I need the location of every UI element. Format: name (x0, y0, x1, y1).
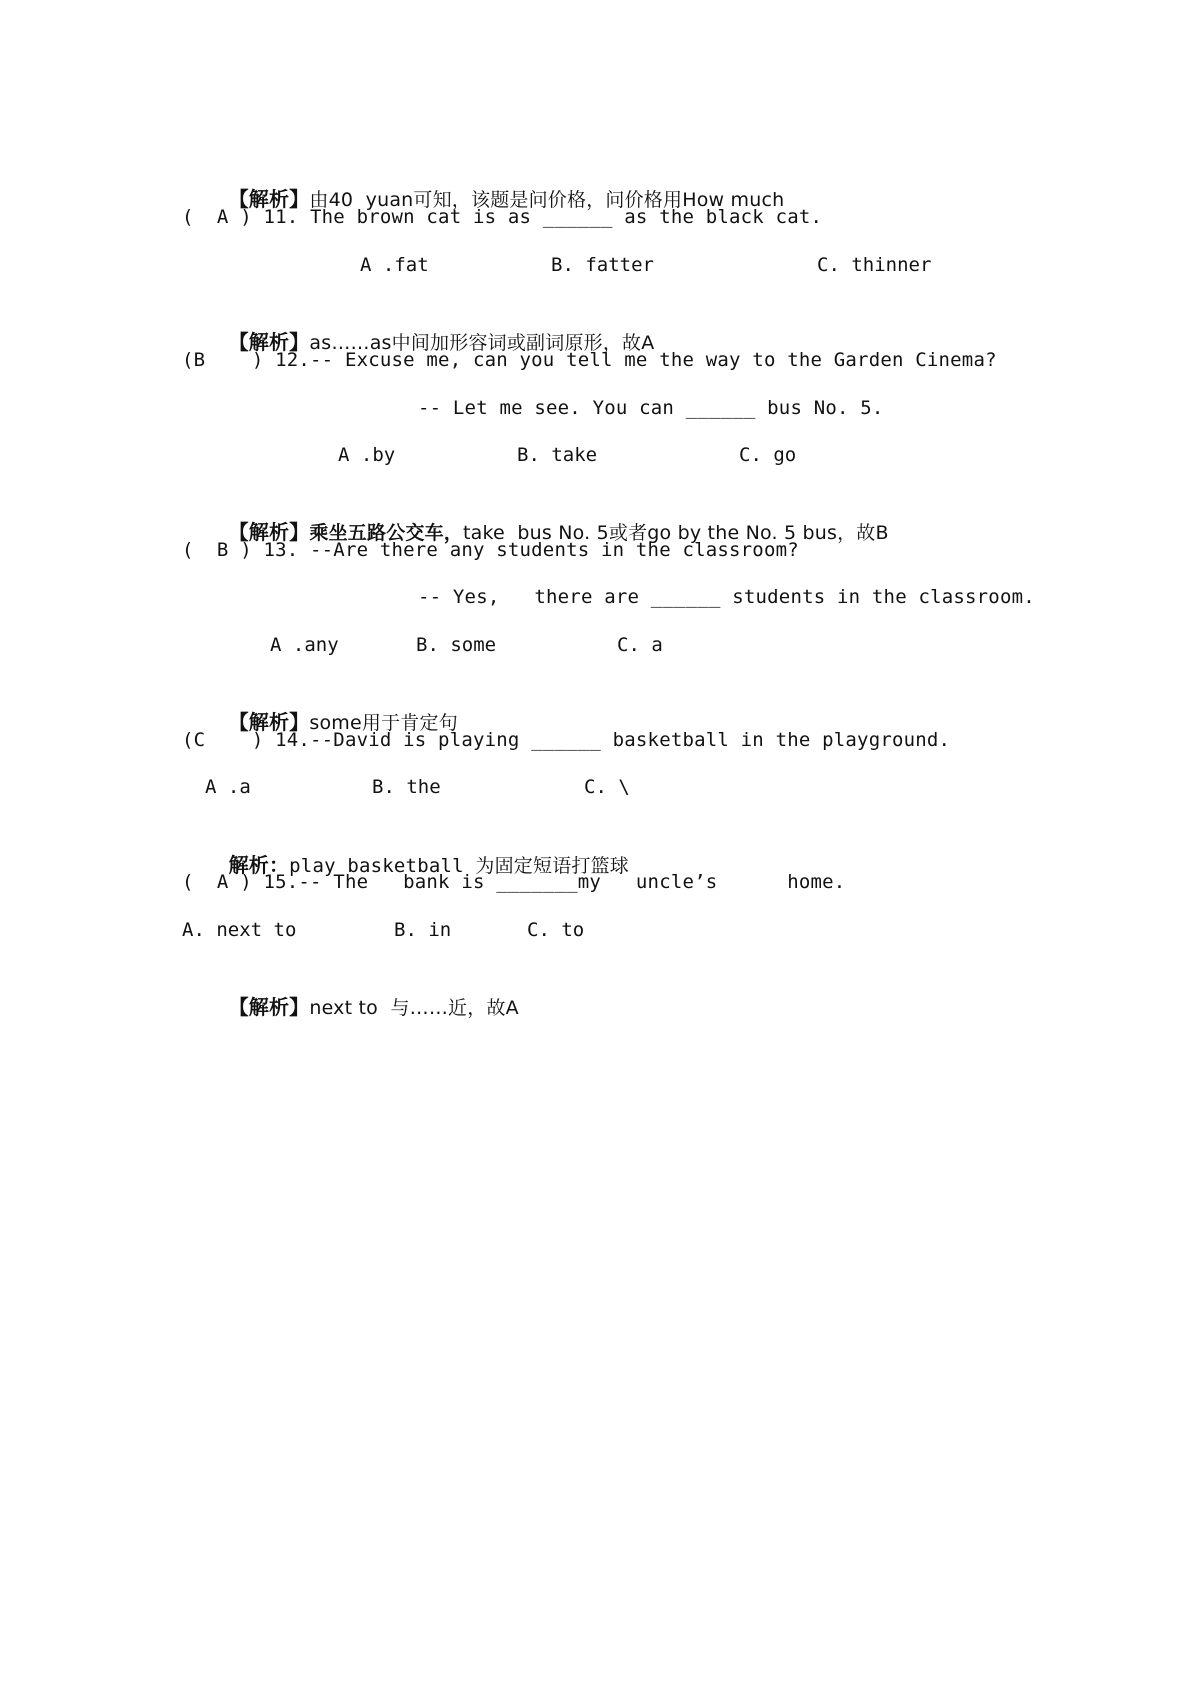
explanation-tag: 解析： (228, 853, 290, 877)
q15-option-a: A. next to (182, 919, 297, 941)
explanation-text: next to 与……近，故A (309, 997, 519, 1019)
explanation-tag: 【解析】 (228, 187, 310, 211)
question-12-reply: -- Let me see. You can ______ bus No. 5. (418, 397, 884, 419)
q12-option-a: A .by (338, 444, 396, 466)
explanation-line-2 (182, 297, 655, 354)
explanation-text: as……as中间加形容词或副词原形，故A (309, 332, 655, 354)
q12-option-b: B. take (517, 444, 598, 466)
q11-option-c: C. thinner (817, 254, 932, 276)
explanation-tag: 【解析】 (228, 330, 310, 354)
q13-option-b: B. some (416, 634, 497, 656)
explanation-text: some用于肯定句 (309, 712, 458, 734)
question-14: (C ) 14.--David is playing ______ basketball in the playground. (182, 729, 951, 751)
q14-option-c: C. \ (584, 776, 630, 798)
q15-option-c: C. to (527, 919, 585, 941)
question-13-reply: -- Yes, there are ______ students in the classroom. (418, 586, 1035, 608)
q13-option-a: A .any (270, 634, 339, 656)
q13-option-c: C. a (617, 634, 663, 656)
q15-option-b: B. in (394, 919, 452, 941)
explanation-line-6 (182, 962, 519, 1019)
question-11: ( A ) 11. The brown cat is as ______ as the black cat. (182, 206, 823, 228)
question-13: ( B ) 13. --Are there any students in the classroom? (182, 539, 799, 561)
explanation-tag: 【解析】 (228, 520, 310, 544)
explanation-line-1 (182, 154, 785, 211)
q11-option-b: B. fatter (551, 254, 654, 276)
q14-option-a: A .a (205, 776, 251, 798)
q11-option-a: A .fat (360, 254, 429, 276)
explanation-tag: 【解析】 (228, 995, 310, 1019)
q14-option-b: B. the (372, 776, 441, 798)
explanation-text: take bus No. 5或者go by the No. 5 bus，故B (462, 522, 889, 544)
explanation-bold-text: 乘坐五路公交车， (309, 522, 463, 544)
explanation-tag: 【解析】 (228, 710, 310, 734)
explanation-text: 由40 yuan可知，该题是问价格，问价格用How much (309, 189, 785, 211)
question-12: (B ) 12.-- Excuse me, can you tell me the way to the Garden Cinema? (182, 349, 997, 371)
q12-option-c: C. go (739, 444, 797, 466)
question-15: ( A ) 15.-- The bank is _______my uncle’s home. (182, 871, 846, 893)
explanation-line-4 (182, 677, 458, 734)
explanation-line-5 (182, 820, 629, 877)
explanation-line-3 (182, 487, 889, 544)
explanation-text: play basketball 为固定短语打篮球 (289, 855, 629, 877)
